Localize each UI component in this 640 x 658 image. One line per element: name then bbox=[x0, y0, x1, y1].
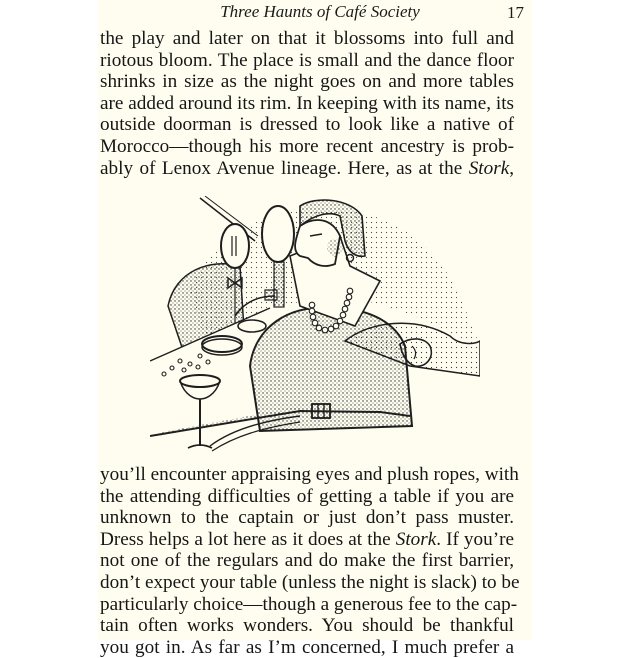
text-line: Morocco—though his more recent ancestry is prob- bbox=[100, 135, 514, 157]
text-line: don’t expect your table (unless the night is slack) to be bbox=[100, 571, 520, 593]
text-line: are added around its rim. In keeping with its name, its bbox=[100, 92, 514, 114]
text-line: you’ll encounter appraising eyes and plush ropes, with bbox=[100, 464, 519, 485]
text-fragment: ably of Lenox Avenue lineage. Here, as at the bbox=[100, 157, 463, 179]
running-head bbox=[98, 2, 528, 24]
book-page bbox=[98, 0, 532, 658]
italic-stork: Stork bbox=[468, 157, 510, 179]
running-title: Three Haunts of Café Society bbox=[220, 2, 420, 21]
text-line: outside doorman is dressed to look like a native of bbox=[100, 114, 514, 136]
italic-stork: Stork bbox=[395, 528, 437, 550]
text-line: particularly choice—though a generous fee to the cap- bbox=[100, 593, 518, 615]
text-line: the attending difficulties of getting a table if you are bbox=[100, 485, 514, 507]
top-paragraph bbox=[100, 28, 514, 179]
text-line: you got in. As far as I’m concerned, I much prefer a bbox=[100, 636, 514, 658]
text-line: riotous bloom. The place is small and the dance floor bbox=[100, 49, 514, 71]
page-number: 17 bbox=[507, 3, 524, 22]
text-line: unknown to the captain or just don’t pass muster. bbox=[100, 507, 514, 529]
nightclub-illustration bbox=[150, 196, 480, 458]
text-line-mixed bbox=[100, 158, 514, 180]
text-line: the play and later on that it blossoms into full and bbox=[100, 28, 514, 49]
text-line: tain often works wonders. You should be thankful bbox=[100, 615, 514, 637]
text-line-mixed bbox=[100, 529, 514, 551]
illustration-drawing bbox=[150, 196, 480, 458]
text-fragment: Dress helps a lot here as it does at the bbox=[100, 528, 391, 550]
text-line: not one of the regulars and do make the first barrier, bbox=[100, 550, 514, 572]
bottom-paragraph bbox=[100, 464, 520, 658]
text-line: shrinks in size as the night goes on and more tables bbox=[100, 71, 514, 93]
text-fragment: , bbox=[509, 157, 515, 179]
text-fragment: . If you’re bbox=[436, 528, 515, 550]
